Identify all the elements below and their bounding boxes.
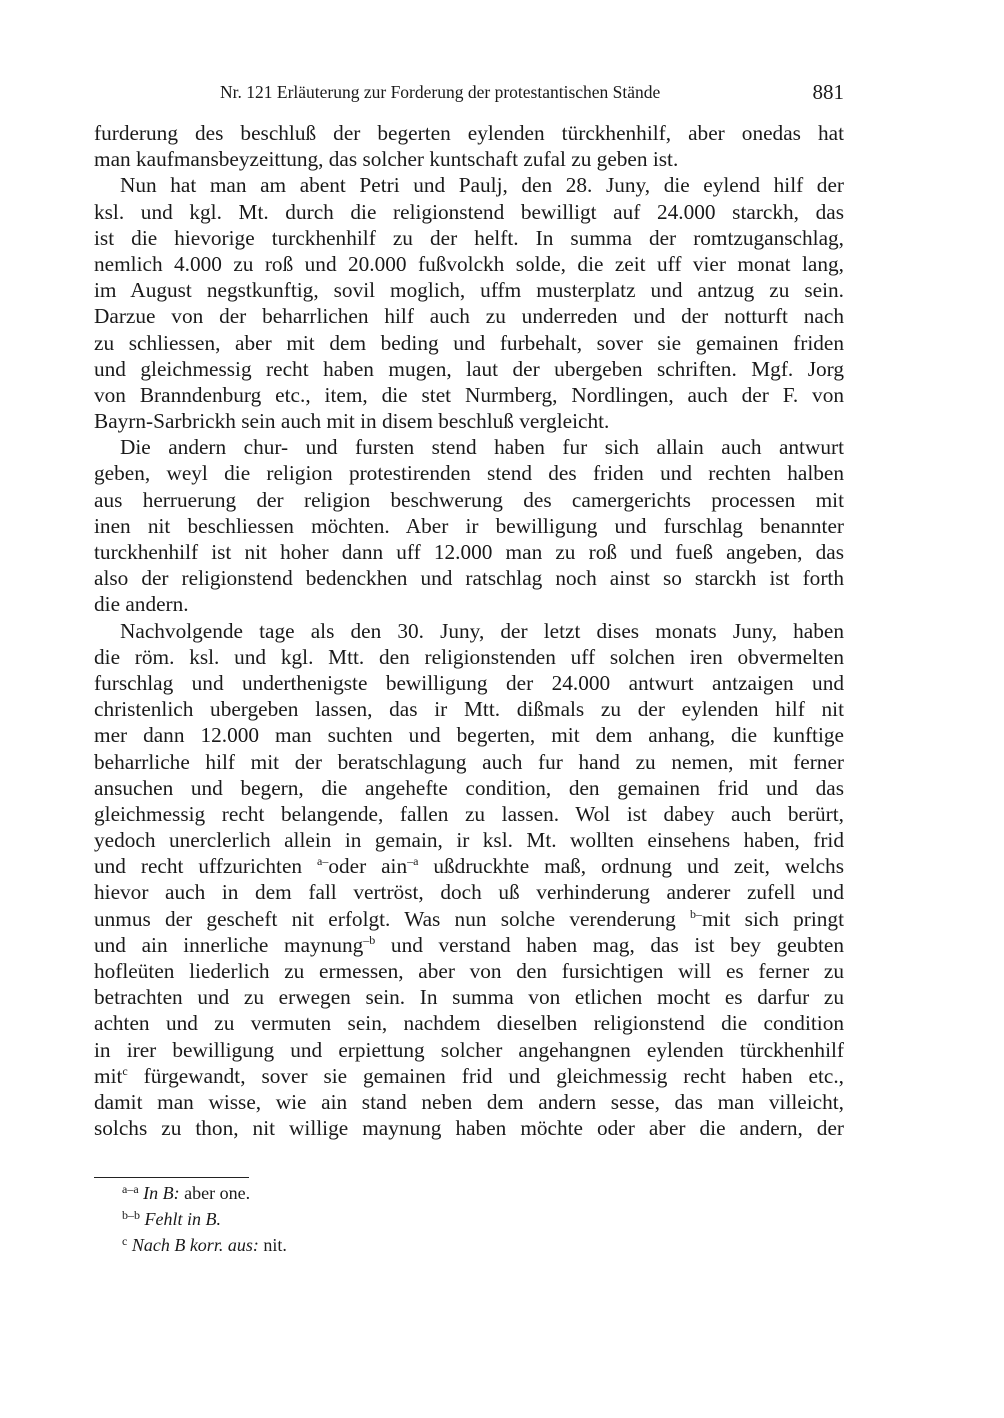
text-line: inen nit beschliessen möchten. Aber ir bewilligung und furschlag benannter <box>94 513 844 538</box>
text-line: damit man wisse, wie ain stand neben dem andern sesse, das man villeicht, <box>94 1089 844 1114</box>
paragraph-start: Die andern chur- und fursten stend haben fur sich allain auch antwurt <box>120 435 844 460</box>
text-line: aus herruerung der religion beschwerung des camergerichts processen mit <box>94 487 844 512</box>
text-line: mer dann 12.000 man suchten und begerten, mit dem anhang, die kunftige <box>94 723 844 748</box>
footnote-marker-b-close[interactable]: –b <box>363 932 376 947</box>
running-header <box>94 80 844 106</box>
text-line: im August negstkunftig, sovil moglich, uffm musterplatz und antzug zu sein. <box>94 278 844 303</box>
text-line: furderung des beschluß der begerten eylenden türckhenhilf, aber onedas hat <box>94 121 844 145</box>
footnote-a: $^{a-a}$ In B: aber one. <box>122 1182 251 1203</box>
footnote-mark: b–b <box>122 1208 140 1222</box>
text-line: Darzue von der beharrlichen hilf auch zu underreden und der notturft nach <box>94 304 844 329</box>
footnote-italic: Fehlt in B. <box>144 1209 221 1229</box>
text-line: gleichmessig recht belangende, fallen zu lassen. Wol ist dabey auch berürt, <box>94 801 844 826</box>
footnote-divider <box>94 1177 249 1178</box>
text-line-with-footnote-b: unmus der gescheft nit erfolgt. Was nun solche verenderung $^{b-}$mit sich pringt <box>94 906 844 931</box>
page-number: 881 <box>812 80 844 104</box>
footnote-mark: c <box>122 1234 128 1248</box>
footnote-marker-c[interactable]: c <box>122 1063 128 1078</box>
running-title: Nr. 121 Erläuterung zur Forderung der protestantischen Stände <box>220 82 661 102</box>
text-line: yedoch unerclerlich allein in gemain, ir ksl. Mt. wollten einsehens haben, frid <box>94 828 844 853</box>
text-line: also der religionstend bedenckhen und ratschlag noch ainst so starckh ist forth <box>94 566 844 591</box>
text-line: in irer bewilligung und erpiettung solcher angehangnen eylenden türckhenhilf <box>94 1037 844 1062</box>
footnote-marker-a-close[interactable]: –a <box>407 854 419 869</box>
text-line: von Branndenburg etc., item, die stet Nurmberg, Nordlingen, auch der F. von <box>94 382 844 407</box>
text-line: man kaufmansbeyzeittung, das solcher kuntschaft zufal zu geben ist. <box>94 147 679 172</box>
text-line: christenlich ubergeben lassen, das ir Mtt. dißmals zu der eylenden hilf nit <box>94 697 844 722</box>
footnote-marker-a-open[interactable]: a– <box>317 854 329 869</box>
text-line: nemlich 4.000 zu roß und 20.000 fußvolckh solde, die zeit uff vier monat lang, <box>94 251 844 276</box>
footnote-mark: a–a <box>122 1182 139 1196</box>
footnotes <box>122 1181 287 1259</box>
text-line: turckhenhilf ist nit hoher dann uff 12.000 man zu roß und fueß angeben, das <box>94 540 844 564</box>
text-line: die andern. <box>94 592 189 617</box>
text-line: ist die hievorige turckhenhilf zu der helft. In summa der romtzuganschlag, <box>94 225 844 250</box>
footnote-italic: In B: <box>143 1183 180 1203</box>
footnote-marker-b-open[interactable]: b– <box>689 906 702 921</box>
text-line: die röm. ksl. und kgl. Mtt. den religionstenden uff solchen iren obvermelten <box>94 644 844 669</box>
text-line: hievor auch in dem fall vertröst, doch uß verhinderung anderer zufell und <box>94 880 844 905</box>
paragraph-start: Nun hat man am abent Petri und Paulj, den 28. Juny, die eylend hilf der <box>120 173 844 198</box>
text-line: Bayrn-Sarbrickh sein auch mit in disem beschluß vergleicht. <box>94 409 610 434</box>
footnote-c: $^c$ Nach B korr. aus: nit. <box>122 1234 287 1255</box>
footnote-b <box>122 1207 287 1233</box>
text-line: ansuchen und begern, die angehefte condition, den gemainen frid und das <box>94 775 844 800</box>
text-line: und gleichmessig recht haben mugen, laut der ubergeben schriften. Mgf. Jorg <box>94 356 844 381</box>
footnote-italic: Nach B korr. aus: <box>131 1235 259 1255</box>
text-line-with-footnote-c: mit$^c$ fürgewandt, sover sie gemainen frid und gleichmessig recht haben etc., <box>94 1063 844 1088</box>
text-line: furschlag und underthenigste bewilligung der 24.000 antwurt antzaigen und <box>94 670 844 695</box>
text-line: ksl. und kgl. Mt. durch die religionstend bewilligt auf 24.000 starckh, das <box>94 199 844 224</box>
text-line: zu schliessen, aber mit dem beding und furbehalt, sover sie gemainen friden <box>94 330 844 355</box>
main-text <box>94 120 844 1141</box>
text-line-with-footnote-b: und ain innerliche maynung$^{-b}$ und verstand haben mag, das ist bey geubten <box>94 932 844 957</box>
paragraph-start: Nachvolgende tage als den 30. Juny, der letzt dises monats Juny, haben <box>120 618 844 643</box>
text-line: beharrliche hilf mit der beratschlagung auch fur hand zu nemen, mit ferner <box>94 749 844 774</box>
text-line: hofleüten liederlich zu ermessen, aber von den fursichtigen will es ferner zu <box>94 959 844 983</box>
text-line: achten und zu vermuten sein, nachdem dieselben religionstend die condition <box>94 1011 844 1036</box>
text-line-with-footnote-a: und recht uffzurichten $^{a-}$oder ain$^{-a}$ ußdruckhte maß, ordnung und zeit, welchs <box>94 854 844 879</box>
text-line: geben, weyl die religion protestirenden stend des friden und rechten halben <box>94 461 844 486</box>
text-line: solchs zu thon, nit willige maynung haben möchte oder aber die andern, der <box>94 1116 844 1141</box>
text-line: betrachten und zu erwegen sein. In summa von etlichen mocht es darfur zu <box>94 985 844 1010</box>
